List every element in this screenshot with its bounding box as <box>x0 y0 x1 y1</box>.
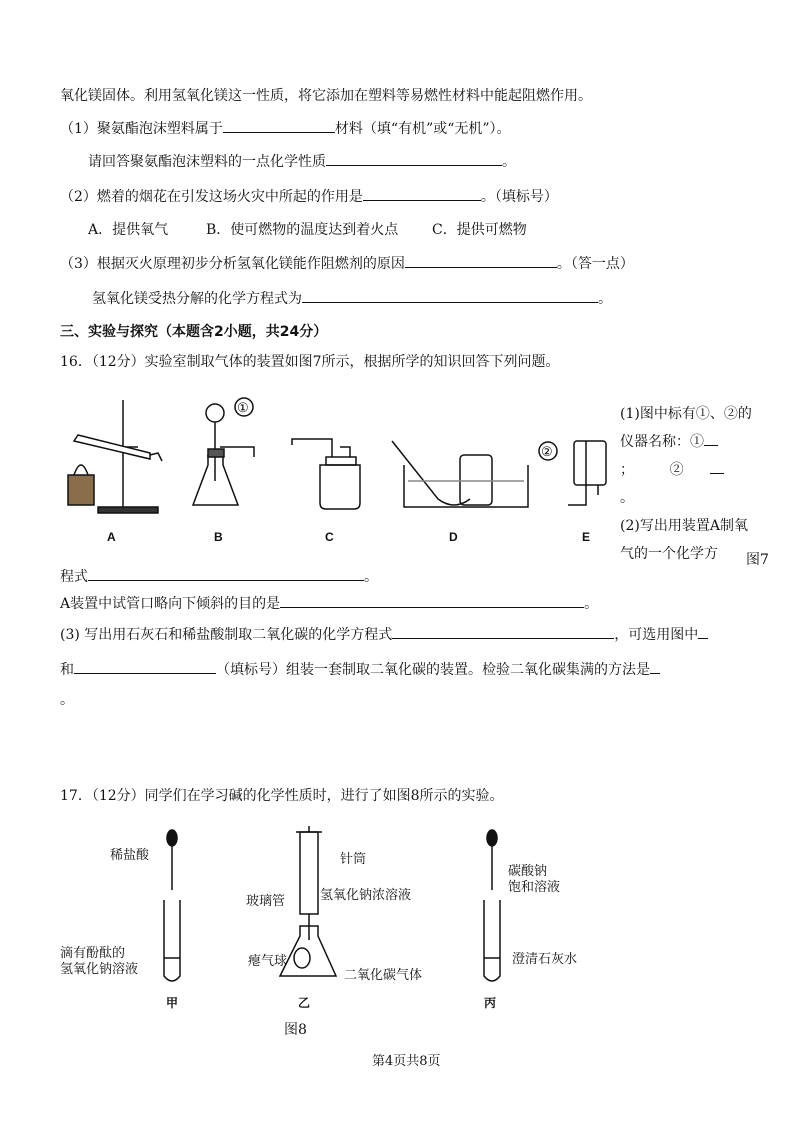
label-naoh-phenol: 滴有酚酞的 氢氧化钠溶液 <box>60 946 139 977</box>
alcohol-lamp <box>68 475 94 505</box>
answer-blank[interactable] <box>326 151 502 166</box>
tilt-line: A装置中试管口略向下倾斜的目的是 。 <box>60 593 598 614</box>
q1a: （1）聚氨酯泡沫塑料属于 材料（填“有机”或“无机”）。 <box>60 118 511 139</box>
q17-stem: 17．（12分）同学们在学习碱的化学性质时，进行了如图8所示的实验。 <box>60 788 504 804</box>
label-glass-tube: 玻璃管 <box>246 894 286 909</box>
label-co2: 二氧化碳气体 <box>344 968 423 983</box>
intro-text: 氧化镁固体。利用氢氧化镁这一性质，将它添加在塑料等易燃性材料中能起阻燃作用。 <box>60 88 592 104</box>
answer-blank[interactable] <box>223 118 335 133</box>
label-bing: 丙 <box>484 996 497 1010</box>
label-2: ② <box>541 445 553 460</box>
q2: （2）燃着的烟花在引发这场火灾中所起的作用是 。（填标号） <box>60 186 558 207</box>
collection-bottle <box>460 455 492 505</box>
test-tube-a <box>74 435 150 459</box>
gas-bottle-e <box>574 441 606 485</box>
syringe <box>300 832 318 914</box>
side-question: (1)图中标有①、②的仪器名称：① ； ② 。 (2)写出用装置A制氧气的一个化学方 <box>620 406 752 562</box>
q16-3c: 。 <box>60 692 74 708</box>
answer-blank[interactable] <box>698 624 708 639</box>
label-yi: 乙 <box>298 996 311 1010</box>
page-footer: 第4页共8页 <box>372 1054 441 1069</box>
gas-bottle-c <box>320 465 360 509</box>
q16-stem: 16．（12分）实验室制取气体的装置如图7所示，根据所学的知识回答下列问题。 <box>60 354 560 370</box>
section-heading: 三、实验与探究（本题含2小题，共24分） <box>60 324 328 340</box>
eq-line: 程式 。 <box>60 566 378 587</box>
answer-blank[interactable] <box>88 566 364 581</box>
q1b: 请回答聚氨酯泡沫塑料的一点化学性质 。 <box>88 151 516 172</box>
answer-blank[interactable] <box>405 253 557 268</box>
option-a: A．提供氧气 <box>88 222 169 238</box>
stand-base <box>98 507 158 513</box>
answer-blank[interactable] <box>392 624 614 639</box>
q16-3b: 和 （填标号）组装一套制取二氧化碳的装置。检验二氧化碳集满的方法是 <box>60 659 660 680</box>
label-syringe: 针筒 <box>340 852 367 867</box>
fig7-label-e: E <box>582 530 591 544</box>
fig7-label-a: A <box>107 530 116 544</box>
q3: （3）根据灭火原理初步分析氢氧化镁能作阻燃剂的原因 。（答一点） <box>60 253 634 274</box>
label-hcl: 稀盐酸 <box>110 848 150 863</box>
water-trough-d <box>404 465 528 507</box>
answer-blank[interactable] <box>280 593 584 608</box>
answer-blank[interactable] <box>710 459 724 474</box>
q3b: 氢氧化镁受热分解的化学方程式为 。 <box>92 288 612 309</box>
option-c: C．提供可燃物 <box>432 222 527 238</box>
q16-3: (3) 写出用石灰石和稀盐酸制取二氧化碳的化学方程式 ，可选用图中 <box>60 624 708 645</box>
fig7-label-c: C <box>325 530 334 544</box>
label-limewater: 澄清石灰水 <box>512 952 578 967</box>
fig7-label-d: D <box>449 530 458 544</box>
balloon <box>294 948 310 968</box>
option-b: B．使可燃物的温度达到着火点 <box>206 222 399 238</box>
funnel-bulb <box>206 404 224 422</box>
label-balloon: 瘪气球 <box>248 954 288 969</box>
label-na2co3: 碳酸钠 饱和溶液 <box>508 864 561 895</box>
label-jia: 甲 <box>166 996 179 1010</box>
answer-blank[interactable] <box>302 288 598 303</box>
answer-blank[interactable] <box>74 659 216 674</box>
fig7-caption: 图7 <box>746 552 769 568</box>
label-naoh-conc: 氢氧化钠浓溶液 <box>320 888 412 903</box>
answer-blank[interactable] <box>704 431 718 446</box>
fig7-label-b: B <box>214 530 223 544</box>
test-tube-bing <box>484 900 500 981</box>
figure-7-apparatus <box>58 395 618 555</box>
answer-blank[interactable] <box>363 186 481 201</box>
label-1: ① <box>237 401 249 416</box>
fig8-caption: 图8 <box>284 1022 307 1038</box>
answer-blank[interactable] <box>650 659 660 674</box>
test-tube-jia <box>164 900 180 981</box>
